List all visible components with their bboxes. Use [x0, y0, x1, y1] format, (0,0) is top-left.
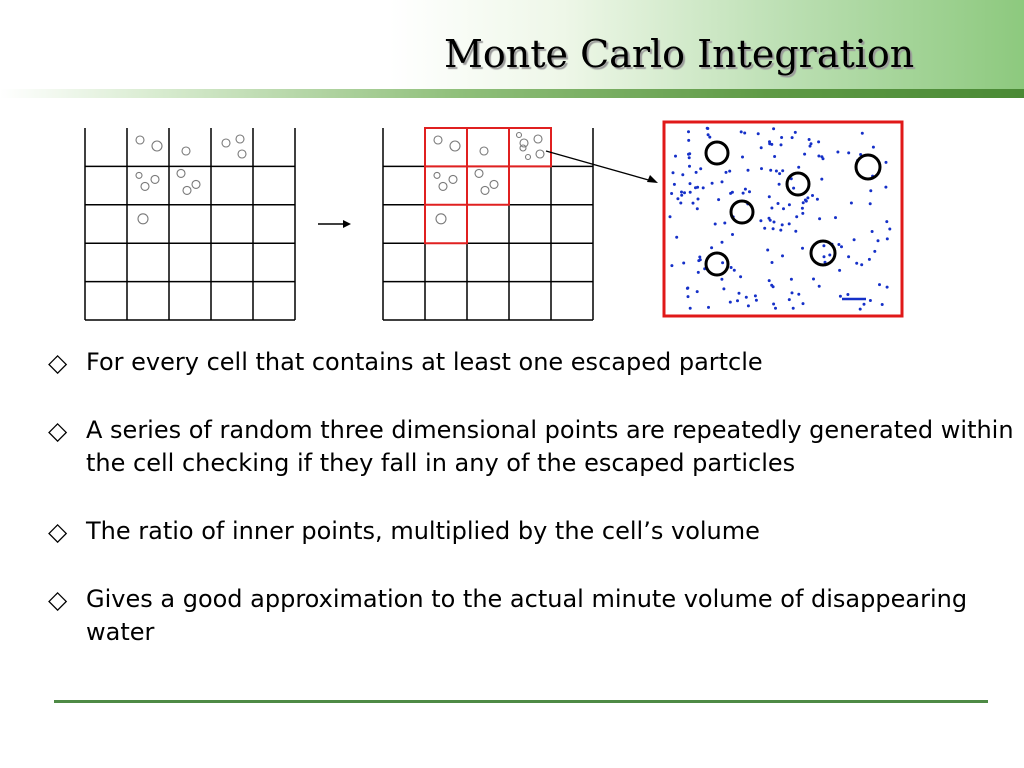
bullet-item: [46, 414, 1016, 480]
bullet-text: For every cell that contains at least one escaped partcle: [86, 348, 763, 376]
random-point: [782, 207, 785, 210]
random-point: [686, 287, 689, 290]
random-point: [886, 237, 889, 240]
random-point: [688, 156, 691, 159]
random-point: [772, 127, 775, 130]
random-point: [828, 254, 831, 257]
random-point: [773, 221, 776, 224]
random-point: [817, 140, 820, 143]
random-point: [721, 241, 724, 244]
random-point: [847, 151, 850, 154]
random-point: [772, 303, 775, 306]
random-point: [840, 245, 843, 248]
random-point: [748, 190, 751, 193]
random-point: [740, 130, 743, 133]
random-point: [682, 262, 685, 265]
diamond-outline-icon: ◇: [48, 348, 68, 377]
random-point: [707, 133, 710, 136]
random-point: [670, 264, 673, 267]
random-point: [792, 187, 795, 190]
random-point: [860, 263, 863, 266]
random-point: [888, 228, 891, 231]
random-point: [742, 192, 745, 195]
random-point: [687, 153, 690, 156]
random-point: [873, 250, 876, 253]
particle-circle: [238, 150, 246, 158]
particle-circle: [151, 175, 159, 183]
random-point: [744, 188, 747, 191]
random-point: [738, 292, 741, 295]
random-point: [688, 165, 691, 168]
random-point: [818, 285, 821, 288]
random-point: [770, 207, 773, 210]
random-point: [788, 222, 791, 225]
transition-arrow-head: [343, 220, 351, 228]
random-point: [777, 202, 780, 205]
random-point: [723, 222, 726, 225]
random-point: [673, 183, 676, 186]
particle-circle: [520, 145, 526, 151]
random-point: [806, 196, 809, 199]
particle-circle: [439, 182, 447, 190]
random-point: [817, 155, 820, 158]
random-point: [839, 295, 842, 298]
random-point: [687, 139, 690, 142]
left-grid: [85, 128, 295, 320]
random-point: [774, 307, 777, 310]
random-point: [768, 279, 771, 282]
particle-circle: [152, 141, 162, 151]
random-point: [731, 233, 734, 236]
random-point: [781, 169, 784, 172]
random-point: [878, 283, 881, 286]
random-point: [853, 238, 856, 241]
random-point: [768, 195, 771, 198]
zoom-connector-arrow-head: [647, 175, 658, 183]
random-point: [871, 230, 874, 233]
particle-circle: [182, 147, 190, 155]
diamond-outline-icon: ◇: [48, 585, 68, 614]
particle-circle: [183, 186, 191, 194]
left-grid-particles: [136, 135, 246, 224]
random-point: [769, 169, 772, 172]
random-point: [877, 239, 880, 242]
random-point: [861, 132, 864, 135]
random-point: [768, 217, 771, 220]
random-point: [788, 298, 791, 301]
random-point: [698, 256, 701, 259]
random-point: [838, 269, 841, 272]
random-point: [872, 146, 875, 149]
random-point: [721, 180, 724, 183]
random-point: [699, 258, 702, 261]
random-point: [680, 194, 683, 197]
slide-title: Monte Carlo Integration: [444, 32, 915, 76]
random-point: [837, 243, 840, 246]
random-point: [771, 261, 774, 264]
random-point: [689, 191, 692, 194]
random-point: [741, 156, 744, 159]
random-point: [674, 155, 677, 158]
random-point: [683, 191, 686, 194]
random-point: [869, 202, 872, 205]
random-point: [768, 142, 771, 145]
particle-circle: [136, 172, 142, 178]
random-point: [773, 155, 776, 158]
particle-circle: [536, 150, 544, 158]
random-point: [820, 178, 823, 181]
random-point: [759, 219, 762, 222]
random-point: [816, 198, 819, 201]
random-point: [676, 197, 679, 200]
footer-rule: [54, 700, 988, 703]
random-point: [717, 198, 720, 201]
random-point: [868, 258, 871, 261]
random-point: [675, 236, 678, 239]
random-point: [736, 299, 739, 302]
bullet-text: Gives a good approximation to the actual minute volume of disappearing water: [86, 585, 968, 646]
random-point: [801, 212, 804, 215]
random-point: [689, 182, 692, 185]
random-point: [747, 169, 750, 172]
random-point: [780, 143, 783, 146]
random-point: [885, 161, 888, 164]
random-point: [697, 198, 700, 201]
random-point: [781, 223, 784, 226]
random-point: [689, 307, 692, 310]
random-point: [733, 269, 736, 272]
random-point: [760, 167, 763, 170]
random-point: [710, 246, 713, 249]
random-point: [772, 227, 775, 230]
random-point: [711, 182, 714, 185]
particle-circle: [192, 180, 200, 188]
random-point: [794, 131, 797, 134]
random-point: [803, 153, 806, 156]
particle-circle: [434, 136, 442, 144]
random-point: [707, 306, 710, 309]
random-point: [792, 307, 795, 310]
random-point: [836, 151, 839, 154]
random-point: [881, 303, 884, 306]
random-point: [778, 183, 781, 186]
zoomed-cell-frame: [664, 122, 902, 316]
random-point: [695, 171, 698, 174]
random-point: [801, 207, 804, 210]
random-point: [797, 166, 800, 169]
random-point: [850, 202, 853, 205]
random-point: [739, 275, 742, 278]
random-point: [743, 132, 746, 135]
random-point: [804, 199, 807, 202]
random-point: [669, 215, 672, 218]
bullet-text: The ratio of inner points, multiplied by the cell’s volume: [86, 517, 760, 545]
random-point: [680, 191, 683, 194]
random-point: [725, 171, 728, 174]
random-point: [863, 303, 866, 306]
random-point: [766, 249, 769, 252]
right-grid: [383, 128, 593, 320]
random-point: [869, 299, 872, 302]
random-point: [731, 191, 734, 194]
random-point: [702, 186, 705, 189]
random-point: [788, 203, 791, 206]
particle-circle: [450, 141, 460, 151]
random-point: [869, 189, 872, 192]
random-point: [721, 261, 724, 264]
random-point: [714, 223, 717, 226]
random-point: [755, 299, 758, 302]
particle-circle: [481, 186, 489, 194]
random-point: [822, 244, 825, 247]
random-point: [730, 266, 733, 269]
random-point: [687, 295, 690, 298]
random-point: [722, 287, 725, 290]
particle-circle: [177, 169, 185, 177]
particle-circle: [141, 182, 149, 190]
bullet-item: [46, 583, 1016, 649]
random-point: [802, 302, 805, 305]
random-point: [818, 217, 821, 220]
random-point: [696, 207, 699, 210]
random-point: [760, 146, 763, 149]
random-point: [859, 308, 862, 311]
random-point: [670, 192, 673, 195]
random-point: [809, 145, 812, 148]
particle-circle: [517, 133, 522, 138]
random-point: [770, 284, 773, 287]
bullet-item: [46, 515, 1016, 548]
particle-circle: [436, 214, 446, 224]
particle-circle: [222, 139, 230, 147]
random-point: [884, 186, 887, 189]
particle-circle: [534, 135, 542, 143]
random-point: [795, 215, 798, 218]
random-point: [834, 216, 837, 219]
random-point: [745, 296, 748, 299]
random-point: [757, 132, 760, 135]
random-point: [791, 291, 794, 294]
random-point: [692, 202, 695, 205]
diamond-outline-icon: ◇: [48, 416, 68, 445]
random-point: [778, 172, 781, 175]
random-point: [781, 254, 784, 257]
random-point: [779, 229, 782, 232]
random-point: [672, 171, 675, 174]
random-point: [728, 170, 731, 173]
bullet-item: [46, 346, 1016, 379]
random-point: [886, 286, 889, 289]
random-point: [812, 278, 815, 281]
random-point: [694, 186, 697, 189]
random-point: [681, 173, 684, 176]
particle-circle: [236, 135, 244, 143]
random-point: [811, 194, 814, 197]
random-point: [747, 304, 750, 307]
particle-circle: [138, 214, 148, 224]
random-point: [729, 301, 732, 304]
escaped-cells-outline: [425, 128, 551, 243]
random-point: [790, 278, 793, 281]
random-point: [847, 255, 850, 258]
particle-circle: [136, 136, 144, 144]
diamond-outline-icon: ◇: [48, 517, 68, 546]
random-point: [697, 271, 700, 274]
particle-circle: [490, 180, 498, 188]
random-point: [720, 278, 723, 281]
particle-circle: [449, 175, 457, 183]
random-point: [802, 201, 805, 204]
random-point: [822, 157, 825, 160]
random-point: [699, 167, 702, 170]
particle-circle: [526, 155, 531, 160]
random-point: [846, 293, 849, 296]
random-point: [754, 294, 757, 297]
random-point: [855, 262, 858, 265]
random-point: [791, 136, 794, 139]
random-point: [775, 170, 778, 173]
random-point: [687, 130, 690, 133]
bullet-text: A series of random three dimensional points are repeatedly generated within the cell checking if they fall in any of the escaped particles: [86, 416, 1014, 477]
random-point: [763, 227, 766, 230]
particle-circle: [475, 169, 483, 177]
random-point: [808, 138, 811, 141]
particle-circle: [434, 172, 440, 178]
random-point: [801, 247, 804, 250]
random-point: [794, 230, 797, 233]
random-point: [780, 136, 783, 139]
bullet-list: [46, 346, 1016, 684]
random-point: [696, 290, 699, 293]
random-point: [706, 127, 709, 130]
random-point: [797, 293, 800, 296]
random-point: [885, 220, 888, 223]
random-point: [679, 202, 682, 205]
right-grid-particles: [434, 133, 544, 224]
random-point: [823, 255, 826, 258]
diagram-figure: [0, 0, 1024, 340]
particle-circle: [480, 147, 488, 155]
